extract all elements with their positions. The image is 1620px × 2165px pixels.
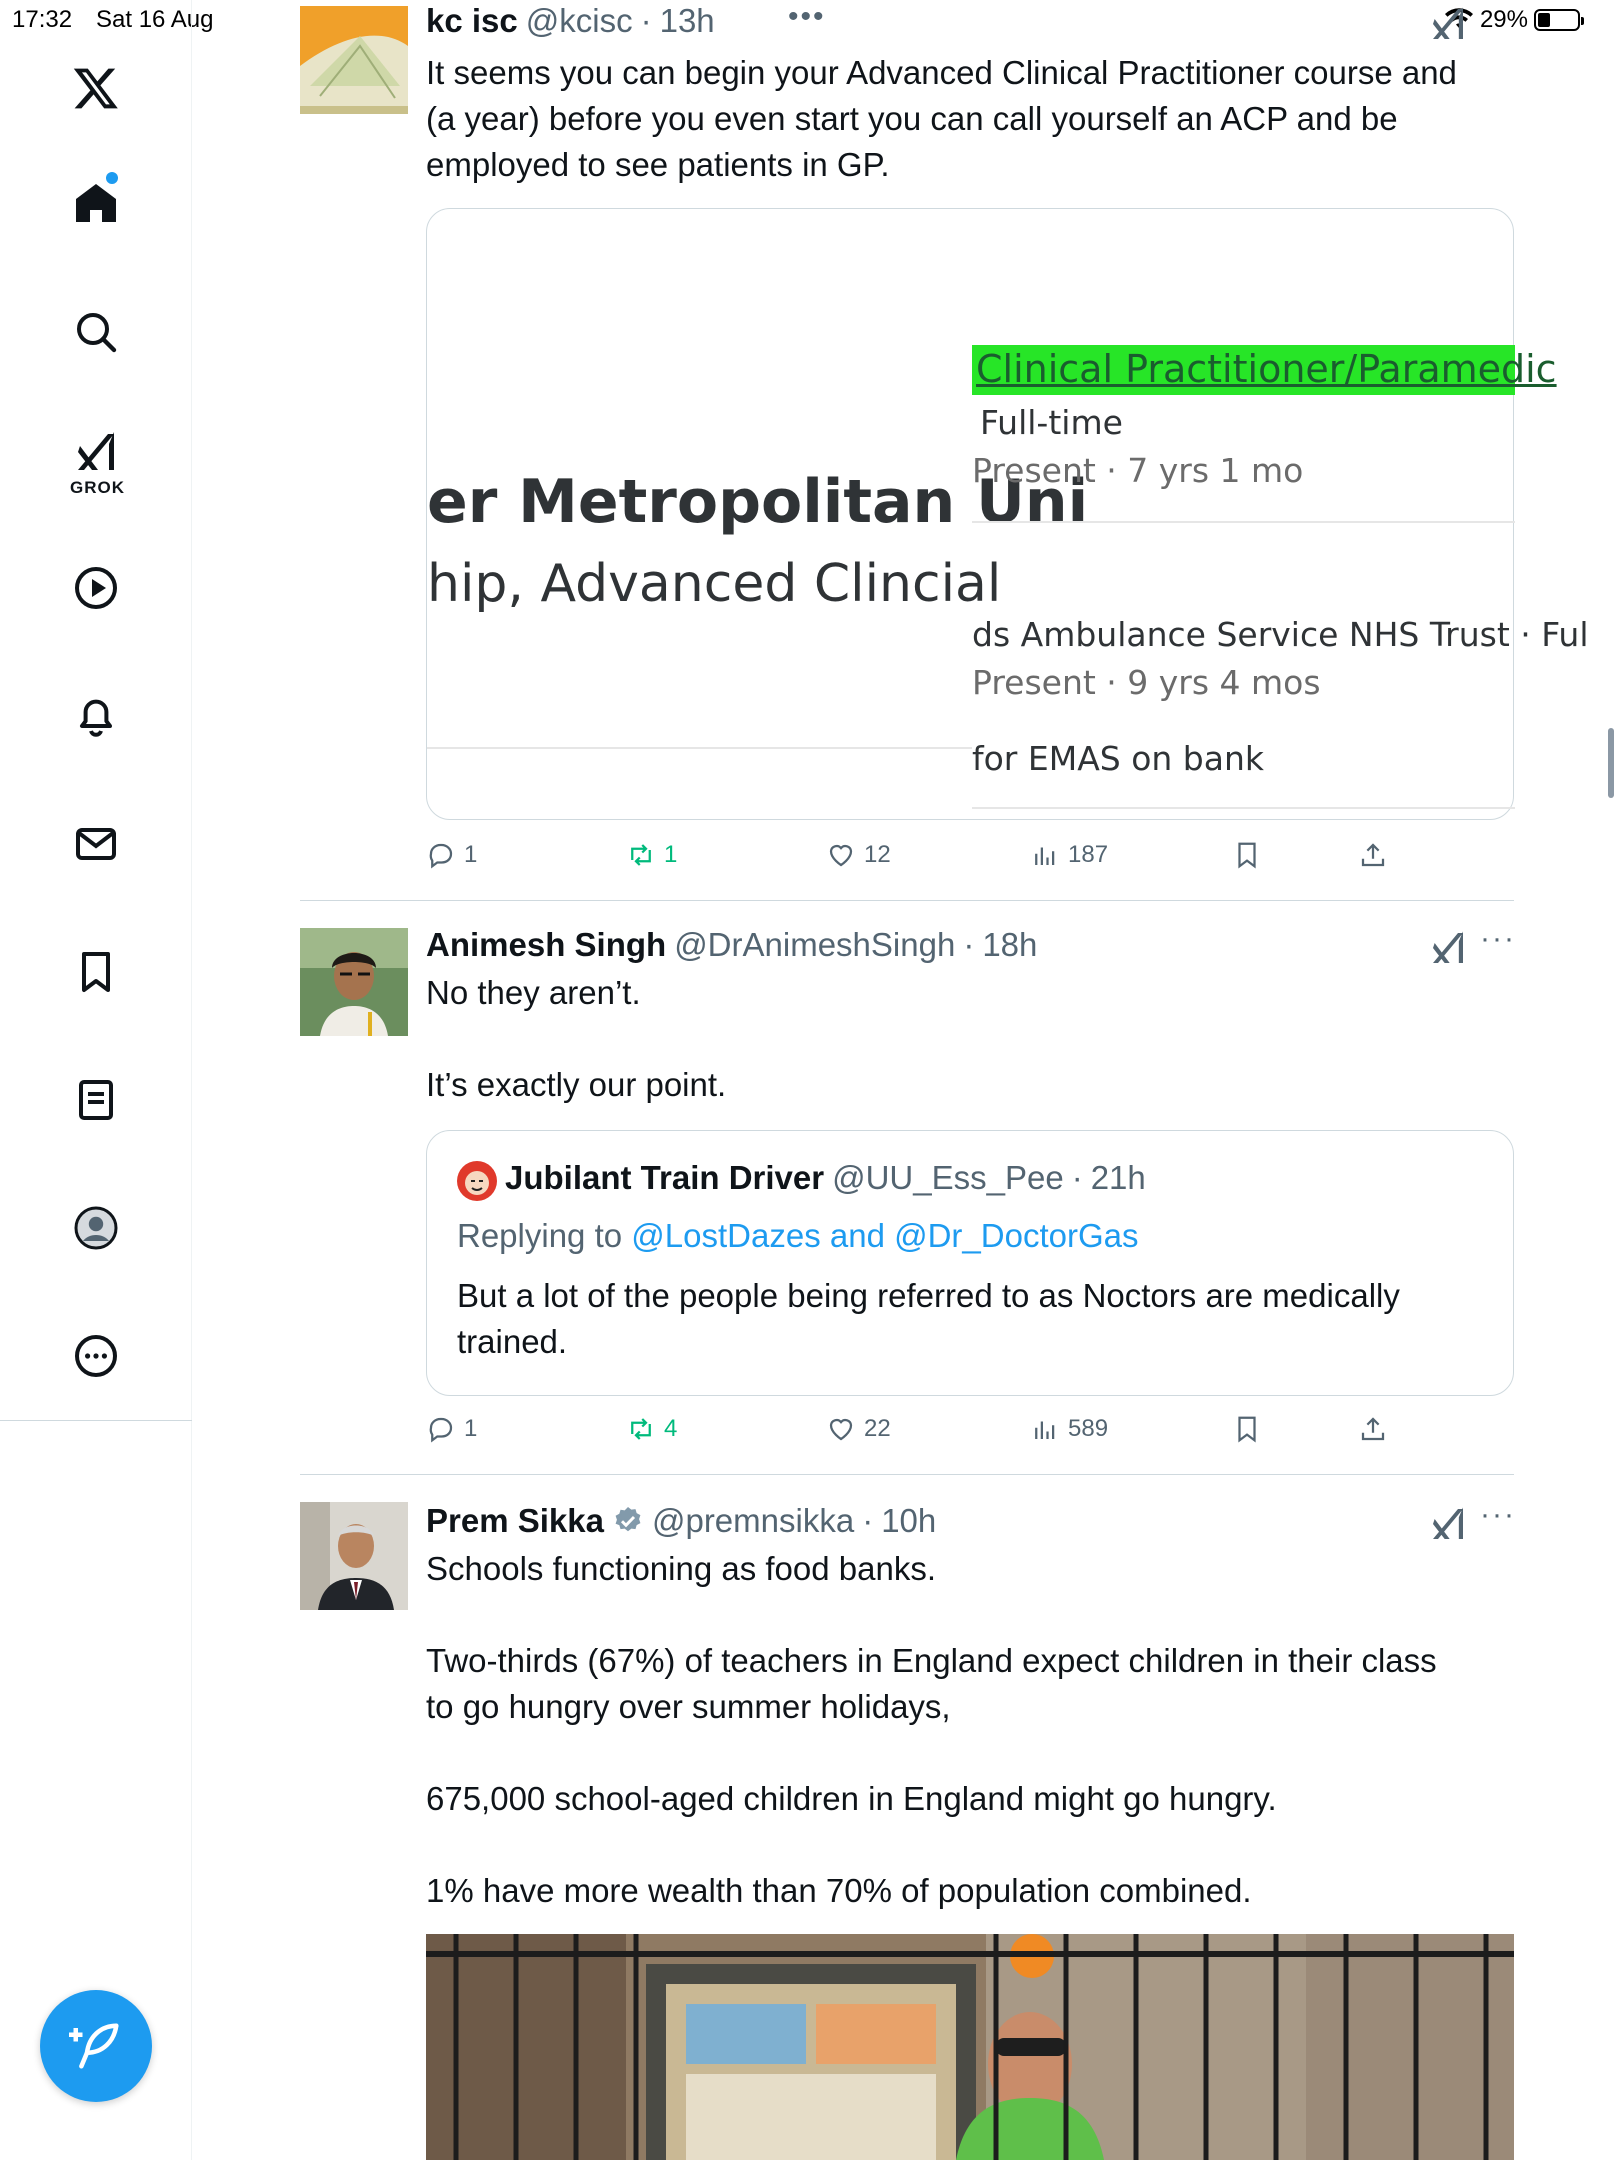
- bookmark-icon: [1232, 840, 1262, 870]
- status-time: 17:32: [12, 6, 73, 33]
- share-icon: [1358, 840, 1388, 870]
- compose-button[interactable]: [40, 1990, 152, 2102]
- heart-icon: [826, 1414, 856, 1444]
- tweet-header: [426, 2, 715, 40]
- tweet-separator: [300, 1474, 1514, 1475]
- author-handle[interactable]: @DrAnimeshSingh: [674, 926, 956, 963]
- avatar[interactable]: [300, 6, 408, 114]
- author-handle[interactable]: @premnsikka: [651, 1502, 855, 1539]
- heart-icon: [826, 840, 856, 870]
- reply-button[interactable]: [426, 840, 477, 870]
- battery-percent: 29%: [1479, 6, 1528, 33]
- image-text-university: er Metropolitan Uni: [427, 467, 1089, 537]
- quote-text: But a lot of the people being referred to as Noctors are medically trained.: [457, 1277, 1400, 1360]
- tweet-time[interactable]: 10h: [881, 1502, 937, 1539]
- tweet-actions: [426, 1414, 1514, 1454]
- tweet-separator: [300, 900, 1514, 901]
- reply-icon: [426, 840, 456, 870]
- author-handle[interactable]: @kcisc: [525, 2, 633, 39]
- tweet-text: Schools functioning as food banks. Two-thirds (67%) of teachers in England expect children in their class to go hungry over summer holidays, 675,000 school-aged children in England might go hungry. 1% have more wealth than 70% of population combined.: [426, 1550, 1437, 1909]
- mail-icon[interactable]: [60, 808, 132, 880]
- avatar[interactable]: [300, 928, 408, 1036]
- grok-icon[interactable]: [1428, 928, 1468, 968]
- quoted-tweet[interactable]: [426, 1130, 1514, 1396]
- reply-icon: [426, 1414, 456, 1444]
- quote-author-name[interactable]: Jubilant Train Driver: [505, 1159, 825, 1196]
- replying-to-links[interactable]: @LostDazes and @Dr_DoctorGas: [631, 1217, 1139, 1254]
- tweet-premsikka[interactable]: [300, 1498, 1516, 2160]
- tweet-kcisc[interactable]: [300, 0, 1589, 868]
- share-button[interactable]: [1358, 840, 1388, 870]
- author-name[interactable]: kc isc: [426, 2, 518, 39]
- scrollbar[interactable]: [1608, 728, 1614, 798]
- more-circle-icon[interactable]: [60, 1320, 132, 1392]
- quote-avatar[interactable]: [457, 1161, 497, 1201]
- like-count: 22: [864, 1415, 891, 1442]
- share-button[interactable]: [1358, 1414, 1388, 1444]
- quote-header: [505, 1159, 1146, 1197]
- x-logo-icon[interactable]: [60, 52, 132, 124]
- home-icon[interactable]: [60, 168, 132, 240]
- sidebar: [0, 0, 192, 2160]
- image-text-duration: Present · 7 yrs 1 mo: [972, 451, 1304, 490]
- grok-icon[interactable]: [1428, 1504, 1468, 1544]
- bookmark-icon: [1232, 1414, 1262, 1444]
- tweet-actions: [426, 840, 1514, 880]
- views-count: 187: [1068, 841, 1109, 868]
- author-name[interactable]: Prem Sikka: [426, 1502, 604, 1539]
- repost-button[interactable]: [626, 840, 677, 870]
- image-text-ambulance: ds Ambulance Service NHS Trust · Ful: [972, 615, 1589, 654]
- separator-dot: ·: [640, 2, 652, 39]
- image-divider-bottom: [972, 807, 1515, 809]
- tweet-time[interactable]: 13h: [659, 2, 715, 39]
- play-icon[interactable]: [60, 552, 132, 624]
- image-text-course: hip, Advanced Clincial: [427, 554, 1002, 614]
- tweet-image[interactable]: [426, 208, 1589, 820]
- quote-time: 21h: [1090, 1159, 1146, 1196]
- repost-icon: [626, 840, 656, 870]
- list-icon[interactable]: [60, 1064, 132, 1136]
- like-count: 12: [864, 841, 891, 868]
- image-text-duration-2: Present · 9 yrs 4 mos: [972, 663, 1321, 702]
- battery-icon: [1534, 9, 1580, 31]
- views-icon: [1030, 840, 1060, 870]
- reply-button[interactable]: [426, 1414, 477, 1444]
- profile-icon[interactable]: [60, 1192, 132, 1264]
- grok-label: GROK: [70, 478, 125, 497]
- views-button[interactable]: [1030, 1414, 1108, 1444]
- tweet-text: It seems you can begin your Advanced Clinical Practitioner course and (a year) before you even start you can call yourself an ACP and be employed to see patients in GP.: [426, 54, 1457, 183]
- share-icon: [1358, 1414, 1388, 1444]
- separator-dot: ·: [862, 1502, 874, 1539]
- like-button[interactable]: [826, 1414, 891, 1444]
- repost-count: 1: [664, 841, 678, 868]
- sidebar-divider: [0, 1420, 192, 1421]
- search-icon[interactable]: [60, 296, 132, 368]
- image-right-panel: [972, 209, 1589, 819]
- image-divider: [427, 747, 972, 749]
- grok-icon[interactable]: [1428, 4, 1468, 44]
- more-options-icon[interactable]: ···: [1480, 922, 1516, 955]
- views-icon: [1030, 1414, 1060, 1444]
- tweet-photo[interactable]: [426, 1934, 1514, 2160]
- separator-dot: ·: [963, 926, 975, 963]
- image-divider-right: [972, 521, 1515, 523]
- more-options-icon[interactable]: ···: [1480, 1498, 1516, 1531]
- views-button[interactable]: [1030, 840, 1108, 870]
- repost-button[interactable]: [626, 1414, 677, 1444]
- more-options-icon[interactable]: •••: [788, 0, 826, 33]
- reply-count: 1: [464, 1415, 478, 1442]
- image-text-fulltime: Full-time: [980, 403, 1123, 442]
- repost-count: 4: [664, 1415, 678, 1442]
- views-count: 589: [1068, 1415, 1109, 1442]
- author-name[interactable]: Animesh Singh: [426, 926, 667, 963]
- bookmark-icon[interactable]: [60, 936, 132, 1008]
- avatar[interactable]: [300, 1502, 408, 1610]
- reply-count: 1: [464, 841, 478, 868]
- compose-feather-icon: [69, 2019, 123, 2073]
- separator-dot: ·: [1071, 1159, 1083, 1196]
- tweet-time[interactable]: 18h: [982, 926, 1038, 963]
- status-date: Sat 16 Aug: [96, 6, 214, 33]
- tweet-header: [426, 926, 1037, 964]
- bookmark-button[interactable]: [1232, 1414, 1262, 1444]
- quote-author-handle[interactable]: @UU_Ess_Pee: [832, 1159, 1064, 1196]
- image-text-bank: for EMAS on bank: [972, 739, 1264, 778]
- tweet-text: No they aren’t. It’s exactly our point.: [426, 974, 727, 1103]
- bookmark-button[interactable]: [1232, 840, 1262, 870]
- like-button[interactable]: [826, 840, 891, 870]
- tweet-animesh[interactable]: [300, 922, 1516, 1446]
- home-notification-dot: [106, 172, 118, 184]
- verified-badge-icon: [612, 1505, 644, 1537]
- tweet-header: [426, 1502, 936, 1540]
- image-highlight: Clinical Practitioner/Paramedic: [972, 345, 1515, 395]
- replying-to: Replying to @LostDazes and @Dr_DoctorGas: [457, 1217, 1139, 1254]
- repost-icon: [626, 1414, 656, 1444]
- bell-icon[interactable]: [60, 680, 132, 752]
